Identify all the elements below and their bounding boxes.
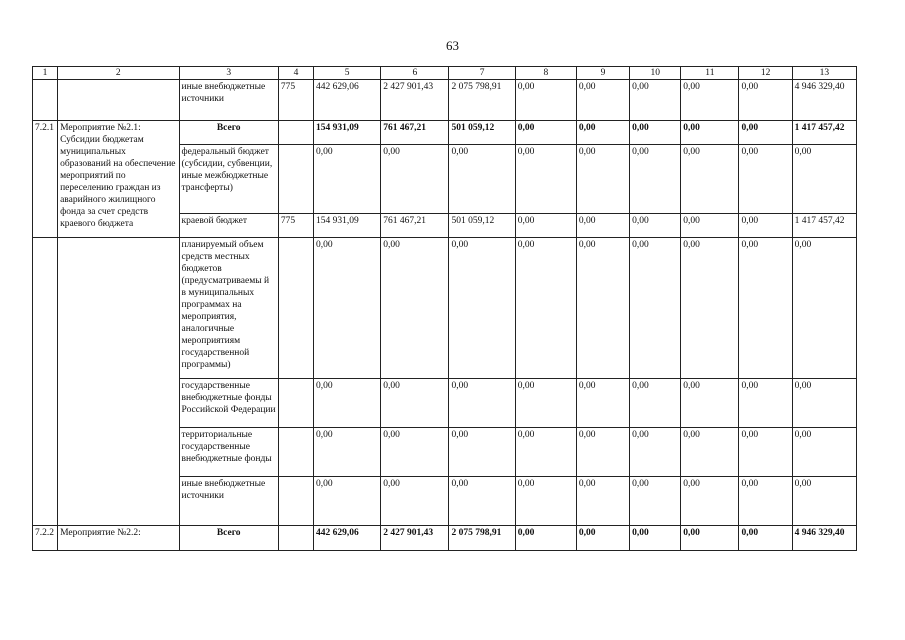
value-cell: 0,00: [630, 477, 681, 526]
funding-source: краевой бюджет: [179, 214, 278, 238]
funding-source: федеральный бюджет (субсидии, субвенции, иные межбюджетные трансферты): [179, 145, 278, 214]
value-cell: 2 075 798,91: [449, 80, 515, 121]
value-cell: 0,00: [314, 428, 381, 477]
value-cell: 0,00: [515, 80, 576, 121]
value-cell: 0,00: [630, 80, 681, 121]
value-cell: 501 059,12: [449, 214, 515, 238]
value-cell: 442 629,06: [314, 80, 381, 121]
value-cell: 0,00: [314, 238, 381, 379]
value-cell: 0,00: [515, 238, 576, 379]
value-cell: 0,00: [739, 526, 792, 551]
value-cell: 154 931,09: [314, 214, 381, 238]
header-cell: 2: [58, 67, 179, 80]
value-cell: 0,00: [739, 428, 792, 477]
budget-code: [278, 145, 313, 214]
header-cell: 6: [381, 67, 449, 80]
header-row: [33, 67, 857, 80]
value-cell: 0,00: [576, 477, 629, 526]
funding-source: иные внебюджетные источники: [179, 477, 278, 526]
value-cell: 2 075 798,91: [449, 526, 515, 551]
value-cell: 0,00: [449, 145, 515, 214]
value-cell: 0,00: [792, 477, 856, 526]
value-cell: 4 946 329,40: [792, 80, 856, 121]
budget-code: [278, 428, 313, 477]
value-cell: 0,00: [515, 477, 576, 526]
value-cell: 4 946 329,40: [792, 526, 856, 551]
value-cell: 0,00: [576, 145, 629, 214]
funding-source: территориальные государственные внебюджетные фонды: [179, 428, 278, 477]
value-cell: 0,00: [576, 214, 629, 238]
value-cell: 0,00: [576, 238, 629, 379]
funding-source: иные внебюджетные источники: [179, 80, 278, 121]
budget-code: 775: [278, 214, 313, 238]
value-cell: 0,00: [630, 428, 681, 477]
table-row: [33, 526, 857, 551]
row-name: [58, 80, 179, 121]
value-cell: 2 427 901,43: [381, 80, 449, 121]
budget-code: [278, 379, 313, 428]
header-cell: 12: [739, 67, 792, 80]
value-cell: 0,00: [515, 379, 576, 428]
value-cell: 0,00: [576, 379, 629, 428]
value-cell: 0,00: [449, 477, 515, 526]
value-cell: 761 467,21: [381, 121, 449, 145]
value-cell: 0,00: [381, 428, 449, 477]
value-cell: 0,00: [576, 526, 629, 551]
header-cell: 11: [681, 67, 739, 80]
header-cell: 8: [515, 67, 576, 80]
value-cell: 0,00: [576, 428, 629, 477]
value-cell: 0,00: [449, 428, 515, 477]
value-cell: 0,00: [314, 145, 381, 214]
table-row: [33, 238, 857, 379]
value-cell: 0,00: [739, 214, 792, 238]
value-cell: 0,00: [515, 526, 576, 551]
value-cell: 2 427 901,43: [381, 526, 449, 551]
value-cell: 0,00: [630, 145, 681, 214]
value-cell: 0,00: [739, 238, 792, 379]
budget-code: [278, 121, 313, 145]
budget-code: [278, 238, 313, 379]
value-cell: 0,00: [681, 428, 739, 477]
row-name: Мероприятие №2.1: Субсидии бюджетам муниципальных образований на обеспечение мероприятий по переселению граждан из аварийного жилищного фонда за счет средств краевого бюджета: [58, 121, 179, 238]
value-cell: 0,00: [681, 477, 739, 526]
value-cell: 0,00: [739, 477, 792, 526]
value-cell: 0,00: [681, 238, 739, 379]
value-cell: 0,00: [681, 121, 739, 145]
row-name: Мероприятие №2.2:: [58, 526, 179, 551]
value-cell: 761 467,21: [381, 214, 449, 238]
funding-source: планируемый объем средств местных бюджетов (предусматриваемы й в муниципальных программах на мероприятия, аналогичные мероприятиям государственной программы): [179, 238, 278, 379]
value-cell: 0,00: [449, 238, 515, 379]
value-cell: 0,00: [515, 121, 576, 145]
value-cell: 154 931,09: [314, 121, 381, 145]
value-cell: 0,00: [739, 379, 792, 428]
budget-code: [278, 477, 313, 526]
value-cell: 0,00: [576, 80, 629, 121]
value-cell: 0,00: [681, 80, 739, 121]
value-cell: 1 417 457,42: [792, 121, 856, 145]
value-cell: 0,00: [630, 121, 681, 145]
header-cell: 7: [449, 67, 515, 80]
value-cell: 0,00: [681, 214, 739, 238]
budget-code: 775: [278, 80, 313, 121]
value-cell: 0,00: [792, 238, 856, 379]
header-cell: 4: [278, 67, 313, 80]
value-cell: 0,00: [515, 428, 576, 477]
row-id: 7.2.2: [33, 526, 58, 551]
value-cell: 0,00: [792, 428, 856, 477]
value-cell: 0,00: [381, 238, 449, 379]
value-cell: 0,00: [630, 214, 681, 238]
header-cell: 13: [792, 67, 856, 80]
table-row: [33, 121, 857, 145]
value-cell: 0,00: [792, 145, 856, 214]
value-cell: 0,00: [449, 379, 515, 428]
row-id-empty: [33, 238, 58, 526]
value-cell: 0,00: [381, 145, 449, 214]
header-cell: 9: [576, 67, 629, 80]
header-cell: 1: [33, 67, 58, 80]
value-cell: 0,00: [381, 379, 449, 428]
value-cell: 442 629,06: [314, 526, 381, 551]
value-cell: 0,00: [314, 477, 381, 526]
value-cell: 0,00: [681, 379, 739, 428]
value-cell: 0,00: [739, 80, 792, 121]
value-cell: 0,00: [792, 379, 856, 428]
value-cell: 0,00: [630, 526, 681, 551]
table-row: [33, 80, 857, 121]
value-cell: 1 417 457,42: [792, 214, 856, 238]
header-cell: 10: [630, 67, 681, 80]
value-cell: 0,00: [681, 145, 739, 214]
value-cell: 0,00: [314, 379, 381, 428]
value-cell: 0,00: [739, 145, 792, 214]
value-cell: 0,00: [576, 121, 629, 145]
value-cell: 0,00: [630, 379, 681, 428]
page-number: 63: [446, 38, 459, 53]
funding-source: государственные внебюджетные фонды Российской Федерации: [179, 379, 278, 428]
header-cell: 3: [179, 67, 278, 80]
budget-table: [32, 66, 857, 551]
value-cell: 0,00: [681, 526, 739, 551]
value-cell: 0,00: [381, 477, 449, 526]
budget-code: [278, 526, 313, 551]
funding-source: Всего: [179, 526, 278, 551]
value-cell: 0,00: [630, 238, 681, 379]
value-cell: 0,00: [739, 121, 792, 145]
value-cell: 501 059,12: [449, 121, 515, 145]
value-cell: 0,00: [515, 214, 576, 238]
row-name-empty: [58, 238, 179, 526]
funding-source: Всего: [179, 121, 278, 145]
row-id: 7.2.1: [33, 121, 58, 238]
value-cell: 0,00: [515, 145, 576, 214]
row-id: [33, 80, 58, 121]
header-cell: 5: [314, 67, 381, 80]
